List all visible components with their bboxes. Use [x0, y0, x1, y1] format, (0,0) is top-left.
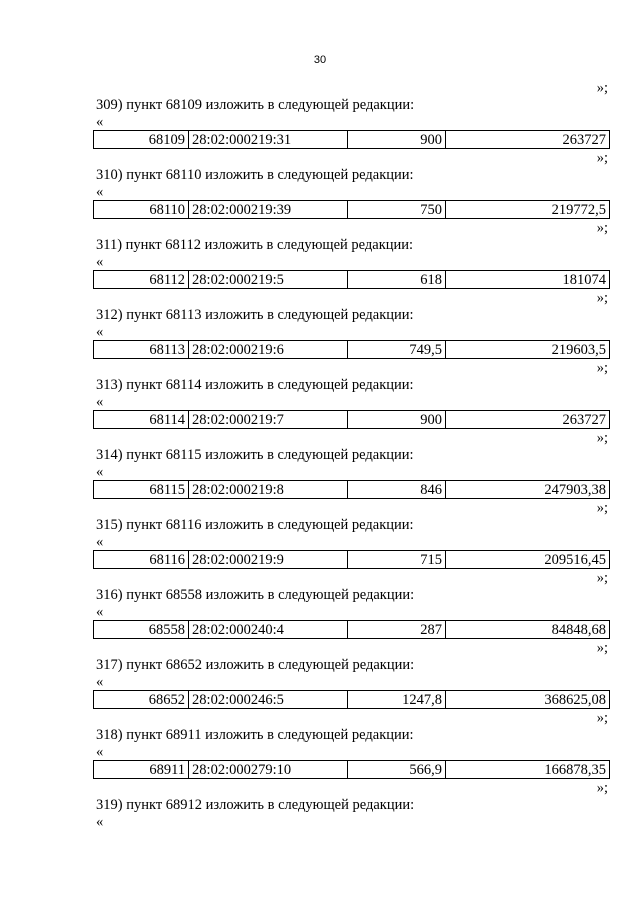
- opening-quote: «: [96, 534, 104, 550]
- amendment-heading: 317) пункт 68652 изложить в следующей редакции:: [96, 657, 415, 673]
- opening-quote: «: [96, 254, 104, 270]
- area-cell: 618: [347, 271, 445, 289]
- cadastral-number-cell: 28:02:000219:7: [189, 411, 348, 429]
- value-cell: 219772,5: [445, 201, 609, 219]
- amendment-heading: 310) пункт 68110 изложить в следующей редакции:: [96, 167, 414, 183]
- opening-quote: «: [96, 394, 104, 410]
- opening-quote: «: [96, 674, 104, 690]
- amendment-table: [93, 270, 610, 289]
- area-cell: 900: [347, 131, 445, 149]
- area-cell: 715: [347, 551, 445, 569]
- table-row: [94, 621, 610, 639]
- opening-quote: «: [96, 114, 104, 130]
- amendment-heading: 315) пункт 68116 изложить в следующей редакции:: [96, 517, 414, 533]
- amendment-item: [0, 640, 640, 710]
- amendment-heading: 309) пункт 68109 изложить в следующей редакции:: [96, 97, 415, 113]
- amendment-table: [93, 200, 610, 219]
- value-cell: 166878,35: [445, 761, 609, 779]
- closing-quote: »;: [596, 80, 608, 96]
- cadastral-number-cell: 28:02:000219:6: [189, 341, 348, 359]
- amendment-heading: 314) пункт 68115 изложить в следующей редакции:: [96, 447, 414, 463]
- value-cell: 219603,5: [445, 341, 609, 359]
- amendment-heading: 319) пункт 68912 изложить в следующей редакции:: [96, 797, 415, 813]
- item-number-cell: 68113: [94, 341, 189, 359]
- amendment-item: [0, 150, 640, 220]
- item-number-cell: 68115: [94, 481, 189, 499]
- value-cell: 84848,68: [445, 621, 609, 639]
- cadastral-number-cell: 28:02:000246:5: [189, 691, 348, 709]
- cadastral-number-cell: 28:02:000219:31: [189, 131, 348, 149]
- cadastral-number-cell: 28:02:000219:8: [189, 481, 348, 499]
- item-number-cell: 68911: [94, 761, 189, 779]
- area-cell: 900: [347, 411, 445, 429]
- table-row: [94, 411, 610, 429]
- opening-quote: «: [96, 604, 104, 620]
- amendment-table: [93, 550, 610, 569]
- area-cell: 566,9: [347, 761, 445, 779]
- value-cell: 263727: [445, 131, 609, 149]
- item-number-cell: 68109: [94, 131, 189, 149]
- table-row: [94, 761, 610, 779]
- item-number-cell: 68558: [94, 621, 189, 639]
- page-number: 30: [313, 54, 327, 66]
- table-row: [94, 201, 610, 219]
- item-number-cell: 68652: [94, 691, 189, 709]
- amendment-table: [93, 760, 610, 779]
- closing-quote: »;: [596, 780, 608, 796]
- amendment-item: [0, 220, 640, 290]
- closing-quote: »;: [596, 570, 608, 586]
- amendment-item: [0, 430, 640, 500]
- item-number-cell: 68114: [94, 411, 189, 429]
- amendment-heading: 313) пункт 68114 изложить в следующей редакции:: [96, 377, 414, 393]
- amendment-item: [0, 290, 640, 360]
- amendment-table: [93, 690, 610, 709]
- amendment-table: [93, 620, 610, 639]
- amendment-table: [93, 410, 610, 429]
- amendment-item: [0, 80, 640, 150]
- value-cell: 181074: [445, 271, 609, 289]
- amendment-heading: 311) пункт 68112 изложить в следующей редакции:: [96, 237, 414, 253]
- amendment-item-final: [0, 780, 640, 850]
- area-cell: 846: [347, 481, 445, 499]
- amendment-table: [93, 130, 610, 149]
- cadastral-number-cell: 28:02:000219:9: [189, 551, 348, 569]
- value-cell: 247903,38: [445, 481, 609, 499]
- closing-quote: »;: [596, 640, 608, 656]
- table-row: [94, 341, 610, 359]
- amendment-item: [0, 710, 640, 780]
- opening-quote: «: [96, 184, 104, 200]
- area-cell: 1247,8: [347, 691, 445, 709]
- amendment-item: [0, 570, 640, 640]
- area-cell: 287: [347, 621, 445, 639]
- amendment-heading: 316) пункт 68558 изложить в следующей редакции:: [96, 587, 415, 603]
- amendment-item: [0, 500, 640, 570]
- table-row: [94, 131, 610, 149]
- item-number-cell: 68112: [94, 271, 189, 289]
- opening-quote: «: [96, 744, 104, 760]
- opening-quote: «: [96, 324, 104, 340]
- closing-quote: »;: [596, 430, 608, 446]
- area-cell: 750: [347, 201, 445, 219]
- closing-quote: »;: [596, 150, 608, 166]
- closing-quote: »;: [596, 290, 608, 306]
- amendment-item: [0, 360, 640, 430]
- closing-quote: »;: [596, 710, 608, 726]
- closing-quote: »;: [596, 360, 608, 376]
- amendment-table: [93, 340, 610, 359]
- opening-quote: «: [96, 464, 104, 480]
- table-row: [94, 271, 610, 289]
- value-cell: 263727: [445, 411, 609, 429]
- area-cell: 749,5: [347, 341, 445, 359]
- table-row: [94, 691, 610, 709]
- amendment-heading: 318) пункт 68911 изложить в следующей редакции:: [96, 727, 414, 743]
- cadastral-number-cell: 28:02:000240:4: [189, 621, 348, 639]
- opening-quote: «: [96, 814, 104, 830]
- cadastral-number-cell: 28:02:000219:5: [189, 271, 348, 289]
- cadastral-number-cell: 28:02:000279:10: [189, 761, 348, 779]
- closing-quote: »;: [596, 220, 608, 236]
- value-cell: 368625,08: [445, 691, 609, 709]
- value-cell: 209516,45: [445, 551, 609, 569]
- amendment-heading: 312) пункт 68113 изложить в следующей редакции:: [96, 307, 414, 323]
- item-number-cell: 68110: [94, 201, 189, 219]
- item-number-cell: 68116: [94, 551, 189, 569]
- closing-quote: »;: [596, 500, 608, 516]
- table-row: [94, 481, 610, 499]
- cadastral-number-cell: 28:02:000219:39: [189, 201, 348, 219]
- amendment-table: [93, 480, 610, 499]
- table-row: [94, 551, 610, 569]
